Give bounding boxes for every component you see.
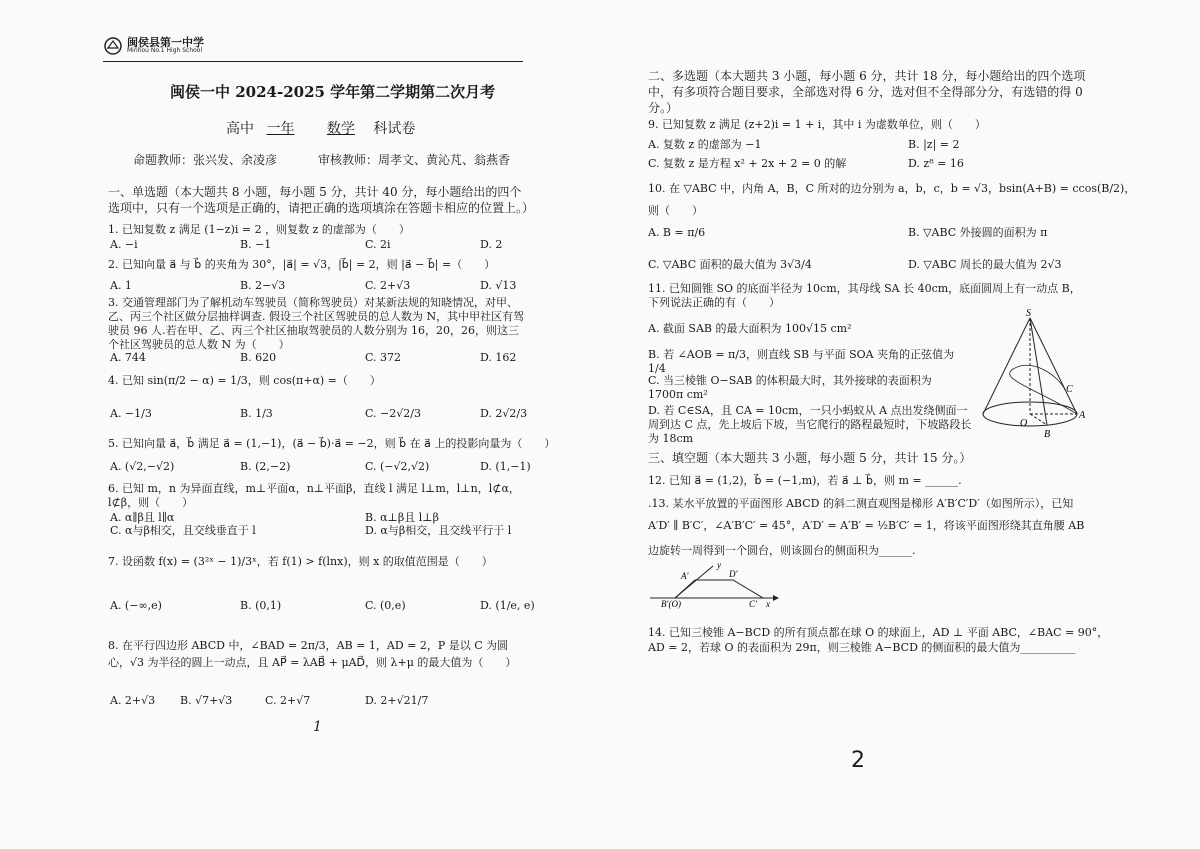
- question-9-option-d: D. z⁸ = 16: [908, 157, 964, 170]
- question-4-option-a: A. −1/3: [110, 407, 152, 420]
- question-11-option-a: A. 截面 SAB 的最大面积为 100√15 cm²: [648, 322, 852, 335]
- question-7-stem: 7. 设函数 f(x) = (3²ˣ − 1)/3ˣ，若 f(1) > f(lnx)，则 x 的取值范围是（ ）: [108, 555, 493, 568]
- exam-authors: 命题教师：张兴发、余凌彦: [133, 153, 278, 167]
- school-logo-text: 闽侯县第一中学: [127, 36, 204, 49]
- question-2-stem: 2. 已知向量 a⃗ 与 b⃗ 的夹角为 30°，|a⃗| = √3，|b⃗| = 2，则 |a⃗ − b⃗| =（ ）: [108, 258, 496, 271]
- cone-edge-right: [1030, 318, 1077, 414]
- question-13-line-1: .13. 某水平放置的平面图形 ABCD 的斜二测直观图是梯形 A′B′C′D′（如图所示），已知: [648, 497, 1074, 510]
- cone-label-o: O: [1020, 418, 1028, 429]
- school-logo: [103, 34, 233, 58]
- trapezoid-figure: [645, 560, 785, 610]
- question-11-stem: 11. 已知圆锥 SO 的底面半径为 10cm，其母线 SA 长 40cm，底面圆周上有一动点 B，下列说法正确的有（ ）: [648, 282, 1081, 309]
- fig-label-a: A′: [681, 571, 689, 581]
- question-1-option-c: C. 2i: [365, 238, 391, 251]
- question-7-option-a: A. (−∞,e): [110, 599, 162, 612]
- header-rule: [103, 61, 523, 62]
- question-1-stem: 1. 已知复数 z 满足 (1−z)i = 2 ，则复数 z 的虚部为（ ）: [108, 223, 410, 236]
- cone-figure: [975, 308, 1090, 443]
- question-2-option-a: A. 1: [110, 279, 132, 292]
- subtitle-grade: 一年: [266, 121, 295, 137]
- question-4-option-c: C. −2√2/3: [365, 407, 421, 420]
- question-5-option-a: A. (√2,−√2): [110, 460, 175, 473]
- question-6-stem: 6. 已知 m，n 为异面直线，m⊥平面α，n⊥平面β，直线 l 满足 l⊥m，l⊥n，l⊄α，l⊄β，则（ ）: [108, 482, 520, 509]
- exam-reviewers: 审核教师：周孝文、黄沁芃、翁燕香: [318, 153, 511, 167]
- question-9-option-b: B. |z| = 2: [908, 138, 960, 151]
- question-5-option-c: C. (−√2,√2): [365, 460, 430, 473]
- section3-heading: 三、填空题（本大题共 3 小题，每小题 5 分，共计 15 分。）: [648, 451, 972, 465]
- trapezoid-shape: [675, 580, 763, 598]
- school-emblem-icon: [103, 36, 123, 56]
- question-10-option-c: C. ▽ABC 面积的最大值为 3√3/4: [648, 258, 812, 271]
- question-8-option-b: B. √7+√3: [180, 694, 233, 707]
- question-10-option-b: B. ▽ABC 外接圆的面积为 π: [908, 226, 1048, 239]
- question-8-option-c: C. 2+√7: [265, 694, 311, 707]
- question-10-stem: 10. 在 ▽ABC 中，内角 A，B，C 所对的边分别为 a，b，c，b = √3，bsin(A+B) = ccos(B/2)，: [648, 182, 1136, 195]
- question-6-option-d: D. α与β相交，且交线平行于 l: [365, 524, 512, 537]
- fig-label-d: D′: [729, 569, 738, 579]
- question-6-option-b: B. α⊥β且 l⊥β: [365, 511, 439, 524]
- page-mark-right: 2: [851, 748, 865, 773]
- question-7-option-b: B. (0,1): [240, 599, 282, 612]
- question-3-stem: 3. 交通管理部门为了解机动车驾驶员（简称驾驶员）对某新法规的知晓情况，对甲、乙、丙三个社区做分层抽样调查. 假设三个社区驾驶员的总人数为 N，其中甲社区有驾驶员 96 人.若在甲、乙、丙三个社区抽取驾驶员的人数分别为 16，20，26，则这三个社区驾驶员的总人数 N 为（ ）: [108, 296, 525, 351]
- question-14-line-1: 14. 已知三棱锥 A−BCD 的所有顶点都在球 O 的球面上，AD ⊥ 平面 ABC，∠BAC = 90°，: [648, 626, 1109, 639]
- page-mark-left: 1: [313, 719, 322, 735]
- question-9-stem: 9. 已知复数 z 满足 (z+2)i = 1 + i，其中 i 为虚数单位，则（ ）: [648, 118, 986, 131]
- cone-label-c: C: [1066, 384, 1073, 395]
- fig-label-c: C′: [749, 599, 757, 609]
- exam-title: 闽侯一中 2024-2025 学年第二学期第二次月考: [170, 83, 496, 101]
- question-10-stem-2: 则（ ）: [648, 204, 703, 217]
- question-5-option-b: B. (2,−2): [240, 460, 291, 473]
- question-4-option-d: D. 2√2/3: [480, 407, 528, 420]
- question-2-option-d: D. √13: [480, 279, 517, 292]
- question-8-stem: 8. 在平行四边形 ABCD 中，∠BAD = 2π/3，AB = 1，AD = 2，P 是以 C 为圆心，√3 为半径的圆上一动点，且 AP⃗ = λAB⃗ + μAD⃗，则 λ+μ 的最大值为（ ）: [108, 639, 517, 669]
- cone-label-s: S: [1026, 308, 1031, 319]
- exam-subtitle: [226, 118, 415, 138]
- question-6-option-a: A. α∥β且 l∥α: [110, 511, 175, 524]
- question-11-option-b: B. 若 ∠AOB = π/3，则直线 SB 与平面 SOA 夹角的正弦值为 1/4: [648, 348, 955, 375]
- fig-label-x: x: [766, 599, 770, 609]
- fig-label-bo: B′(O): [661, 599, 681, 609]
- cone-line-ob: [1030, 414, 1047, 425]
- cone-label-b: B: [1044, 429, 1051, 440]
- fig-label-y: y: [717, 560, 721, 570]
- question-1-option-a: A. −i: [110, 238, 138, 251]
- question-10-option-a: A. B = π/6: [648, 226, 706, 239]
- question-3-option-c: C. 372: [365, 351, 402, 364]
- question-1-option-d: D. 2: [480, 238, 503, 251]
- question-9-option-c: C. 复数 z 是方程 x² + 2x + 2 = 0 的解: [648, 157, 847, 170]
- section2-heading: 二、多选题（本大题共 3 小题，每小题 6 分，共计 18 分，每小题给出的四个选项中，有多项符合题目要求，全部选对得 6 分，选对但不全得部分分，有选错的得 0 分。）: [648, 69, 1086, 115]
- section1-heading: 一、单选题（本大题共 8 小题，每小题 5 分，共计 40 分，每小题给出的四个选项中，只有一个选项是正确的，请把正确的选项填涂在答题卡相应的位置上。）: [108, 185, 535, 215]
- question-4-stem: 4. 已知 sin(π/2 − α) = 1/3，则 cos(π+α) =（ ）: [108, 374, 381, 387]
- question-7-option-c: C. (0,e): [365, 599, 406, 612]
- question-14-line-2: AD = 2，若球 O 的表面积为 29π，则三棱锥 A−BCD 的侧面积的最大值为__________: [648, 641, 1076, 654]
- question-13-line-3: 边旋转一周得到一个圆台，则该圆台的侧面积为______.: [648, 544, 916, 557]
- question-5-stem: 5. 已知向量 a⃗，b⃗ 满足 a⃗ = (1,−1)，(a⃗ − b⃗)·a⃗ = −2，则 b⃗ 在 a⃗ 上的投影向量为（ ）: [108, 437, 556, 450]
- question-1-option-b: B. −1: [240, 238, 272, 251]
- cone-label-a: A: [1079, 410, 1086, 421]
- subtitle-level: 高中: [226, 121, 254, 137]
- question-10-option-d: D. ▽ABC 周长的最大值为 2√3: [908, 258, 1062, 271]
- question-5-option-d: D. (1,−1): [480, 460, 531, 473]
- question-2-option-b: B. 2−√3: [240, 279, 286, 292]
- question-8-option-d: D. 2+√21/7: [365, 694, 429, 707]
- question-7-option-d: D. (1/e, e): [480, 599, 535, 612]
- question-8-option-a: A. 2+√3: [110, 694, 156, 707]
- x-axis-arrow: [773, 595, 779, 601]
- question-6-option-c: C. α与β相交，且交线垂直于 l: [110, 524, 256, 537]
- question-12: 12. 已知 a⃗ = (1,2)，b⃗ = (−1,m)，若 a⃗ ⊥ b⃗，则 m = ______.: [648, 474, 962, 487]
- subtitle-subject: 数学: [326, 121, 355, 137]
- cone-edge-left: [983, 318, 1030, 414]
- question-13-line-2: A′D′ ∥ B′C′，∠A′B′C′ = 45°，A′D′ = A′B′ = ½B′C′ = 1，将该平面图形绕其直角腰 AB: [648, 519, 1085, 532]
- question-11-option-d: D. 若 C∈SA，且 CA = 10cm，一只小蚂蚁从 A 点出发绕侧面一周到达 C 点，先上坡后下坡，当它爬行的路程最短时，下坡路段长为 18cm: [648, 404, 972, 445]
- question-3-option-a: A. 744: [110, 351, 146, 364]
- question-3-option-b: B. 620: [240, 351, 277, 364]
- cone-line-sb: [1030, 318, 1047, 425]
- question-4-option-b: B. 1/3: [240, 407, 273, 420]
- subtitle-suffix: 科试卷: [373, 121, 416, 137]
- school-logo-en: Minhou No.1 High School: [127, 47, 203, 54]
- question-2-option-c: C. 2+√3: [365, 279, 411, 292]
- question-3-option-d: D. 162: [480, 351, 517, 364]
- question-11-option-c: C. 当三棱锥 O−SAB 的体积最大时，其外接球的表面积为 1700π cm²: [648, 374, 932, 401]
- question-9-option-a: A. 复数 z 的虚部为 −1: [648, 138, 762, 151]
